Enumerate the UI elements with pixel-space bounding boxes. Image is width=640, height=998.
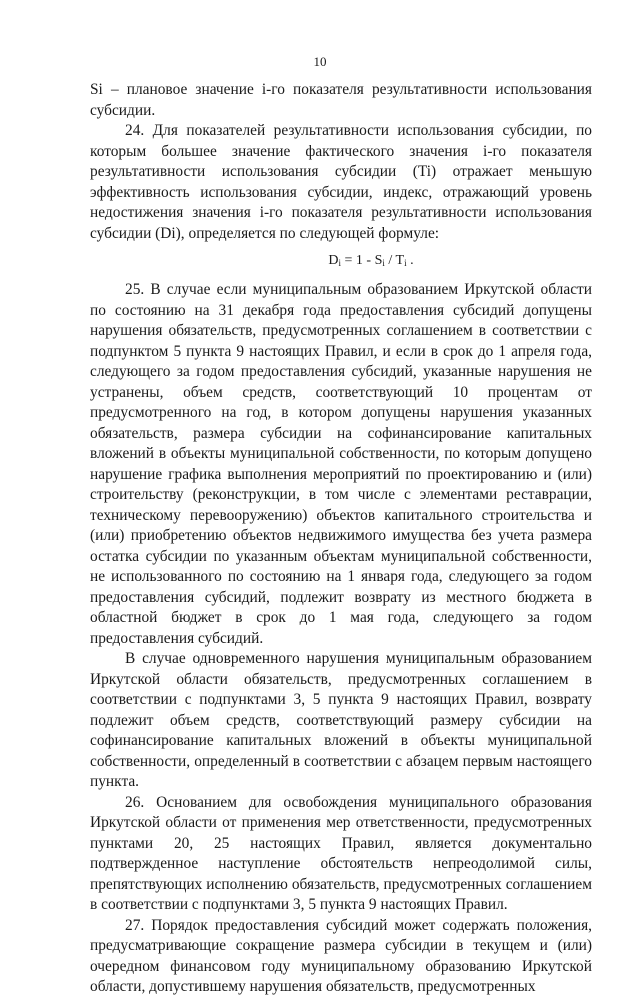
paragraph-25: 25. В случае если муниципальным образованием Иркутской области по состоянию на 31 декабря года предоставления субсидий допущены нарушения обязательств, предусмотренных соглашением в соответствии с подпунктом 5 пункта 9 настоящих Правил, и если в срок до 1 апреля года, следующего за годом предоставления субсидий, указанные нарушения не устранены, объем средств, соответствующий 10 процентам от предусмотренного на год, в котором допущены нарушения указанных обязательств, размера субсидии на софинансирование капитальных вложений в объекты муниципальной собственности, по которым допущено нарушение графика выполнения мероприятий по проектированию и (или) строительству (реконструкции, в том числе с элементами реставрации, техническому перевооружению) объектов капитального строительства и (или) приобретению объектов недвижимого имущества без учета размера остатка субсидии по указанным объектам муниципальной собственности, не использованного по состоянию на 1 января года, следующего за годом предоставления субсидий, подлежит возврату из местного бюджета в областной бюджет в срок до 1 мая года, следующего за годом предоставления субсидий. [90,281,592,647]
document-body [90,80,592,998]
paragraph-24: 24. Для показателей результативности использования субсидии, по которым большее значение фактического значения i-го показателя результативности использования субсидии (Ti) отражает меньшую эффективность использования субсидии, индекс, отражающий уровень недостижения значения i-го показателя результативности использования субсидии (Di), определяется по следующей формуле: [90,122,592,242]
formula-d: D [328,253,339,268]
formula-sub-3: i [404,258,407,268]
paragraph-25-continuation: В случае одновременного нарушения муниципальным образованием Иркутской области обязательств, предусмотренных соглашением в соответствии с подпунктами 3, 5 пункта 9 настоящих Правил, возврату подлежит объем средств, соответствующий размеру субсидии на софинансирование капитальных вложений в объекты муниципальной собственности, определенный в соответствии с абзацем первым настоящего пункта. [90,650,592,790]
si-definition-paragraph: Si – плановое значение i-го показателя результативности использования субсидии. [90,81,592,119]
formula-div: / T [384,253,405,268]
formula-sub-2: i [382,258,385,268]
paragraph-27: 27. Порядок предоставления субсидий может содержать положения, предусматривающие сокращение размера субсидии в текущем и (или) очередном финансовом году муниципальному образованию Иркутской области, допустившему нарушения обязательств, предусмотренных [90,916,592,995]
formula-sub-1: i [338,258,342,268]
page-number: 10 [313,54,327,69]
formula-end: . [406,253,414,268]
formula [150,250,592,274]
paragraph-26: 26. Основанием для освобождения муниципального образования Иркутской области от применения мер ответственности, предусмотренных пунктами 20, 25 настоящих Правил, является документально подтвержденное наступление обстоятельств непреодолимой силы, препятствующих исполнению обязательств, предусмотренных соглашением в соответствии с подпунктами 3, 5 пункта 9 настоящих Правил. [90,793,592,913]
formula-eq: = 1 - S [341,253,383,268]
